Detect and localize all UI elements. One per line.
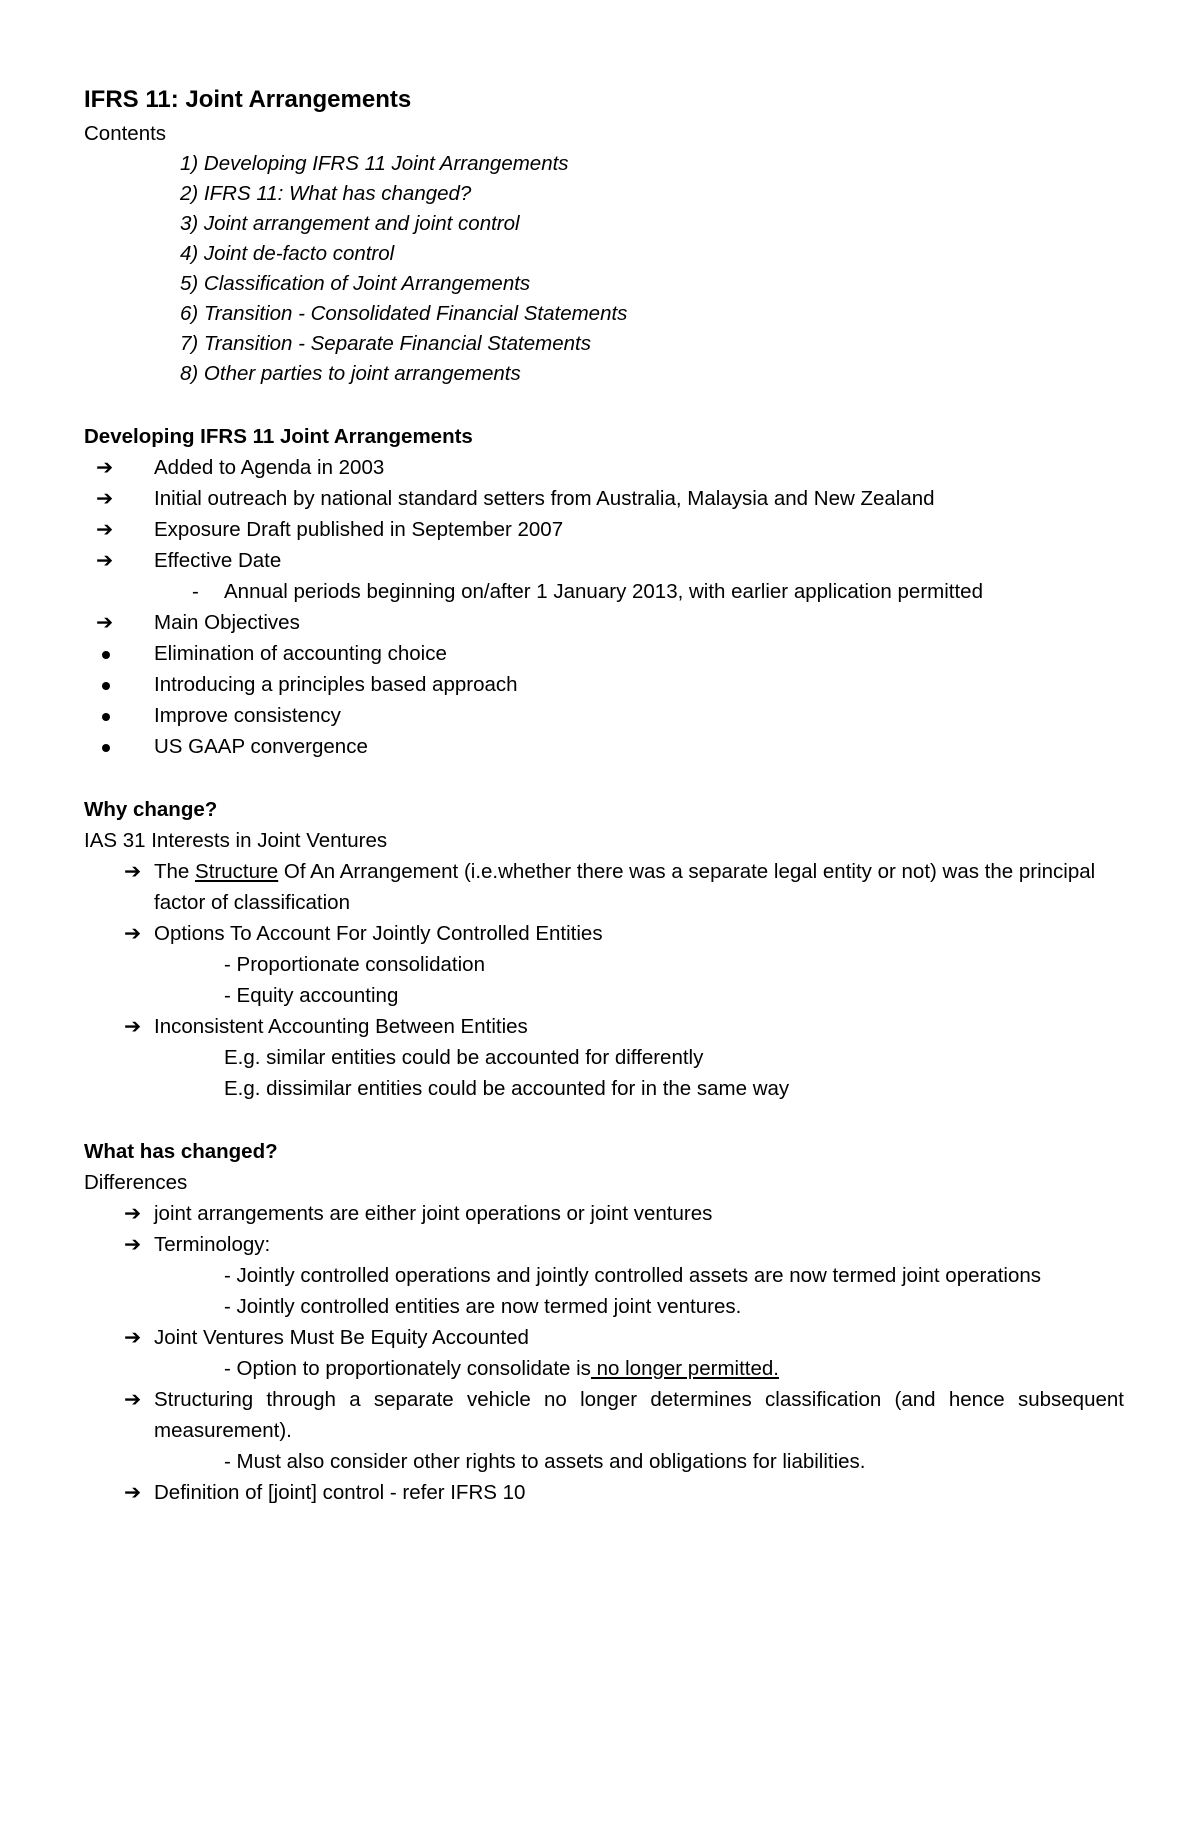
toc-item: 3) Joint arrangement and joint control (180, 212, 520, 235)
list-item: ➔ Inconsistent Accounting Between Entities (84, 1011, 1124, 1042)
arrow-icon: ➔ (124, 1481, 142, 1504)
list-item: ➔ Options To Account For Jointly Controlled Entities (84, 918, 1124, 949)
list-item: ➔ Structuring through a separate vehicle no longer determines classification (and hence subsequent measurement). (84, 1384, 1124, 1446)
toc-item: 4) Joint de-facto control (180, 242, 395, 265)
bullet-icon (102, 682, 110, 690)
sub-item: - Jointly controlled entities are now termed joint ventures. (224, 1295, 742, 1318)
table-of-contents (84, 149, 1124, 389)
sub-item: E.g. dissimilar entities could be accounted for in the same way (224, 1077, 790, 1100)
arrow-icon: ➔ (96, 611, 114, 634)
list-item: ➔ The Structure Of An Arrangement (i.e.whether there was a separate legal entity or not) was the principal factor of classification (84, 856, 1124, 918)
bullet-item: US GAAP convergence (84, 731, 1124, 762)
list-item: ➔ Terminology: (84, 1229, 1124, 1260)
toc-item: 8) Other parties to joint arrangements (180, 362, 521, 385)
document-page (84, 84, 1124, 1508)
list-item: ➔ joint arrangements are either joint operations or joint ventures (84, 1198, 1124, 1229)
arrow-icon: ➔ (96, 549, 114, 572)
list-item: ➔ Exposure Draft published in September 2007 (84, 514, 1124, 545)
sub-item: - Equity accounting (224, 984, 399, 1007)
dash-icon: - (192, 580, 199, 603)
contents-label: Contents (84, 122, 167, 145)
sub-item: E.g. similar entities could be accounted for differently (224, 1046, 704, 1069)
list-item: ➔ Initial outreach by national standard setters from Australia, Malaysia and New Zealand (84, 483, 1124, 514)
underlined-text: Structure (195, 860, 279, 883)
list-item: ➔ Effective Date (84, 545, 1124, 576)
arrow-icon: ➔ (124, 1326, 142, 1349)
underlined-text: no longer permitted. (590, 1357, 779, 1380)
bullet-item: Introducing a principles based approach (84, 669, 1124, 700)
list-item: ➔ Main Objectives (84, 607, 1124, 638)
toc-item: 1) Developing IFRS 11 Joint Arrangements (180, 152, 569, 175)
arrow-icon: ➔ (96, 456, 114, 479)
bullet-icon (102, 744, 110, 752)
sub-item: - Must also consider other rights to assets and obligations for liabilities. (224, 1450, 866, 1473)
list-item: ➔ Definition of [joint] control - refer IFRS 10 (84, 1477, 1124, 1508)
toc-item: 6) Transition - Consolidated Financial Statements (180, 302, 628, 325)
bullet-icon (102, 651, 110, 659)
bullet-item: Improve consistency (84, 700, 1124, 731)
section-intro: IAS 31 Interests in Joint Ventures (84, 829, 388, 852)
toc-item: 5) Classification of Joint Arrangements (180, 272, 531, 295)
arrow-icon: ➔ (124, 1388, 142, 1411)
list-item: ➔ Added to Agenda in 2003 (84, 452, 1124, 483)
arrow-icon: ➔ (124, 922, 142, 945)
section-intro: Differences (84, 1171, 188, 1194)
arrow-icon: ➔ (96, 518, 114, 541)
document-title: IFRS 11: Joint Arrangements (84, 86, 412, 113)
section-heading-developing: Developing IFRS 11 Joint Arrangements (84, 425, 473, 448)
arrow-icon: ➔ (124, 1015, 142, 1038)
toc-item: 7) Transition - Separate Financial Statements (180, 332, 591, 355)
arrow-icon: ➔ (124, 1202, 142, 1225)
sub-item: - Jointly controlled operations and jointly controlled assets are now termed joint operations (224, 1264, 1042, 1287)
section-heading-changed: What has changed? (84, 1140, 278, 1163)
sub-item: - Option to proportionately consolidate is no longer permitted. (224, 1357, 779, 1380)
toc-item: 2) IFRS 11: What has changed? (180, 182, 472, 205)
bullet-item: Elimination of accounting choice (84, 638, 1124, 669)
section-heading-why: Why change? (84, 798, 218, 821)
arrow-icon: ➔ (124, 860, 142, 883)
arrow-icon: ➔ (96, 487, 114, 510)
bullet-icon (102, 713, 110, 721)
sub-item: - Proportionate consolidation (224, 953, 485, 976)
list-item: ➔ Joint Ventures Must Be Equity Accounted (84, 1322, 1124, 1353)
arrow-icon: ➔ (124, 1233, 142, 1256)
sub-list-item: - Annual periods beginning on/after 1 January 2013, with earlier application permitted (84, 576, 1124, 607)
